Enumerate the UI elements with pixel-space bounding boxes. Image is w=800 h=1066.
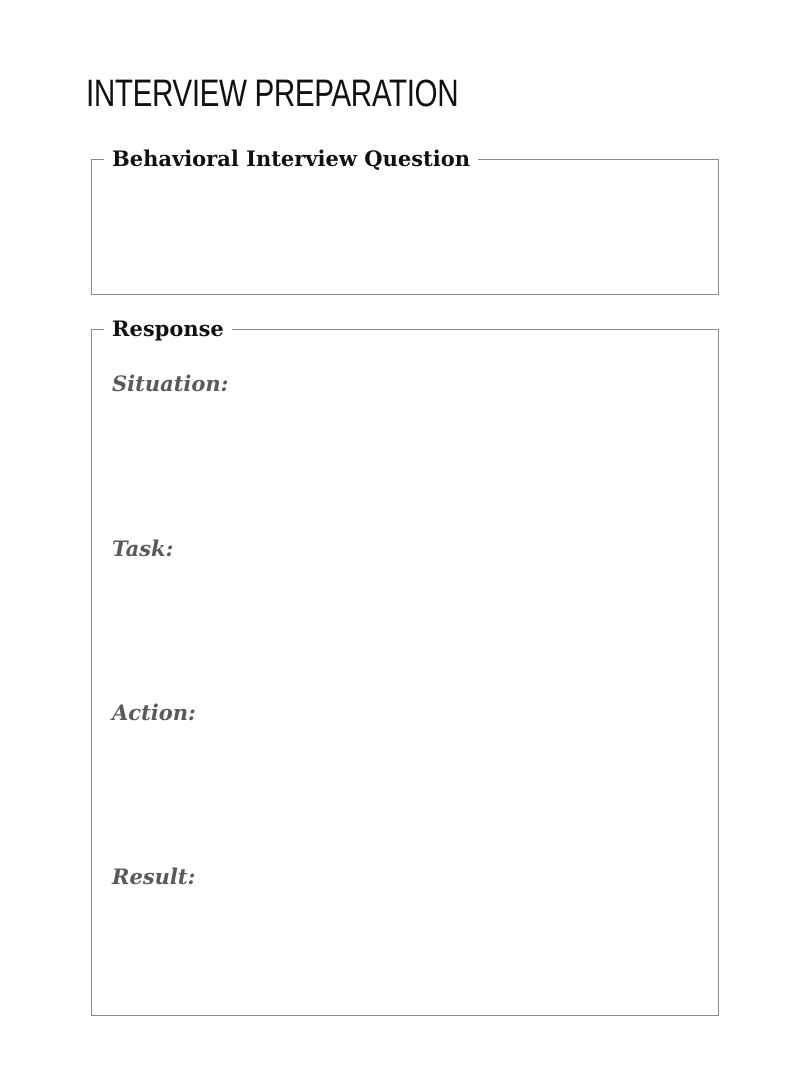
page-title: INTERVIEW PREPARATION <box>86 73 459 115</box>
situation-label: Situation: <box>112 371 229 396</box>
result-label: Result: <box>112 864 196 889</box>
question-box[interactable] <box>91 146 719 295</box>
action-label: Action: <box>112 700 196 725</box>
response-box[interactable] <box>91 316 719 1016</box>
response-heading: Response <box>104 315 232 343</box>
task-label: Task: <box>112 536 174 561</box>
question-heading: Behavioral Interview Question <box>104 145 478 173</box>
